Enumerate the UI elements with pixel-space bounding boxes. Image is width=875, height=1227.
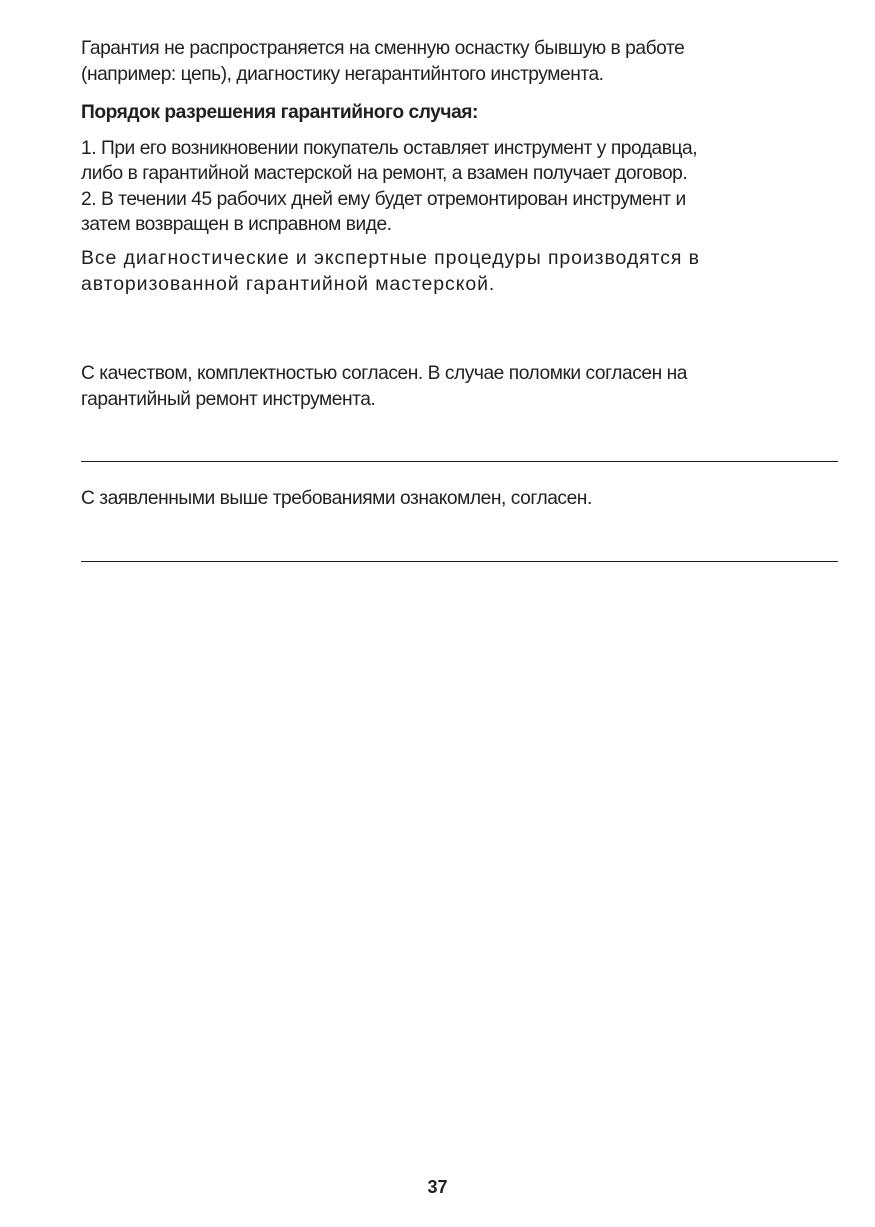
note-line: авторизованной гарантийной мастерской. [81, 273, 496, 295]
step-line: либо в гарантийной мастерской на ремонт, а взамен получает договор. [81, 163, 688, 184]
agreement-line: гарантийный ремонт инструмента. [81, 389, 376, 410]
step-line: затем возвращен в исправном виде. [81, 214, 392, 235]
signature-line[interactable] [81, 461, 838, 462]
paragraph-line: Гарантия не распространяется на сменную оснастку бывшую в работе [81, 38, 685, 59]
step-line: 2. В течении 45 рабочих дней ему будет отремонтирован инструмент и [81, 189, 686, 210]
page-number: 37 [427, 1177, 448, 1197]
paragraph-line: (например: цепь), диагностику негарантийнтого инструмента. [81, 64, 604, 85]
note-line: Все диагностические и экспертные процедуры производятся в [81, 247, 700, 269]
agreement-line: С заявленными выше требованиями ознакомлен, согласен. [81, 488, 592, 509]
agreement-line: С качеством, комплектностью согласен. В случае поломки согласен на [81, 363, 687, 384]
section-heading: Порядок разрешения гарантийного случая: [81, 102, 478, 123]
signature-line[interactable] [81, 561, 838, 562]
step-line: 1. При его возникновении покупатель оставляет инструмент у продавца, [81, 138, 698, 159]
